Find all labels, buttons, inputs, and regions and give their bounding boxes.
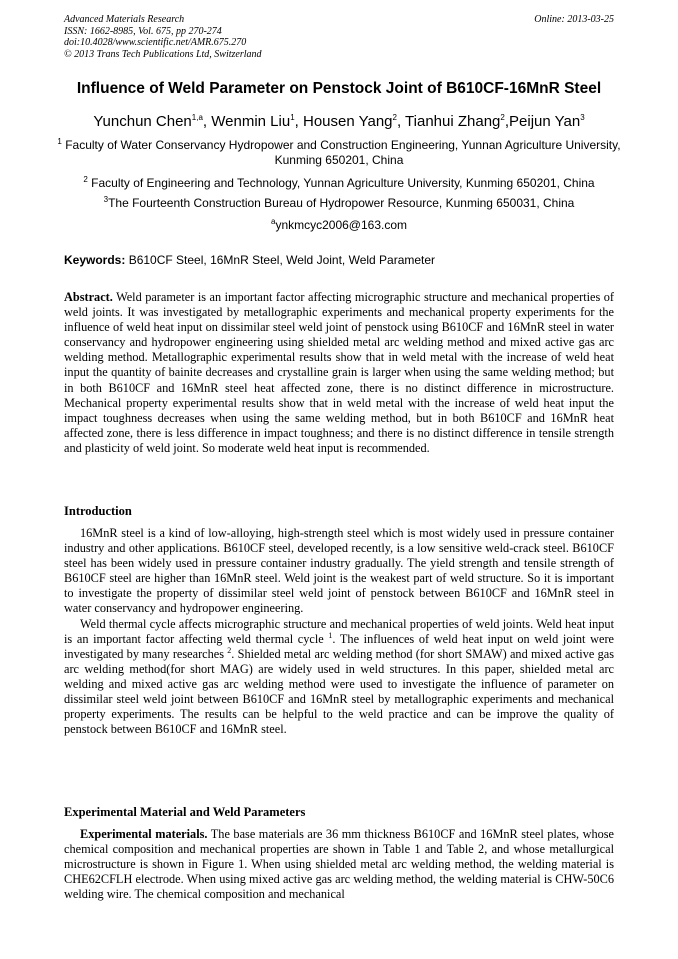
introduction-paragraph-1: 16MnR steel is a kind of low-alloying, high-strength steel which is most widely used in pressure container industry and other applications. B610CF steel, developed recently, is a low sensitive weld-crack steel. B610CF steel has been widely used in pressure container industry gradually. The yield strength and tensile strength of B610CF steel are higher than 16MnR steel. Weld joint is the weakest part of weld structure. So it is important to investigate the property of dissimilar steel weld joint of penstock between B610CF and 16MnR steel in water conservancy and hydropower engineering. [64, 526, 614, 616]
citation-ref: 1 [328, 630, 333, 640]
keywords-label: Keywords: [64, 253, 126, 267]
keywords [64, 253, 614, 267]
author-sup: 2 [392, 113, 397, 122]
author-name: Housen Yang [302, 113, 393, 130]
author-list: Yunchun Chen$^{1,a}$, Wenmin Liu$^1$, Housen Yang$^2$, Tianhui Zhang$^2$,Peijun Yan$^3$ [93, 113, 585, 130]
author-sup: 3 [580, 113, 585, 122]
experimental-materials-text: The base materials are 36 mm thickness B610CF and 16MnR steel plates, whose chemical composition and mechanical properties are shown in Table 1 and Table 2, and whose metallurgical microstructure is shown in Figure 1. When using shielded metal arc welding method, the welding material is CHE62CFLH electrode. When using mixed active gas arc welding method, the welding material is CHW-50C6 welding wire. The chemical composition and mechanical [64, 827, 615, 902]
author-name: Wenmin Liu [211, 113, 291, 130]
journal-header [64, 14, 262, 60]
author-sup: 1 [290, 113, 295, 122]
doi-line: doi:10.4028/www.scientific.net/AMR.675.270 [64, 37, 247, 48]
abstract-text: Weld parameter is an important factor affecting micrographic structure and mechanical properties of weld joints. It was investigated by metallographic experiments and mechanical property experiments for the influence of weld heat input on dissimilar steel weld joint of penstock using B610CF and 16MnR steel in water conservancy and hydropower engineering using shielded metal arc welding method and mixed active gas arc welding method. Metallographic experimental results show that in weld metal with the increase of weld heat input the quantity of bainite decreases and crystalline grain is larger when using the same welding method; but in both B610CF and 16MnR steel heat affected zone, there is no distinct difference in microstructure. Mechanical property experimental results show that in weld metal with the increase of weld heat input the impact toughness decreases when using the same welding method, but in both B610CF and 16MnR heat affected zone, there is less difference in impact toughness; and there is no distinct difference in tensile strength and plasticity of weld joint. So moderate weld heat input is recommended. [64, 290, 614, 455]
online-date: Online: 2013-03-25 [534, 14, 614, 25]
issn-line: ISSN: 1662-8985, Vol. 675, pp 270-274 [64, 25, 222, 37]
affiliation-1: $^1$ Faculty of Water Conservancy Hydropower and Construction Engineering, Yunnan Agriculture University, Kunming 650201, China [57, 137, 621, 167]
affiliation-2: $^2$ Faculty of Engineering and Technology, Yunnan Agriculture University, Kunming 650201, China [83, 175, 595, 190]
abstract-label: Abstract. [64, 290, 113, 304]
introduction-body [64, 526, 614, 737]
section-heading-experimental: Experimental Material and Weld Parameters [64, 805, 306, 819]
paper-title: Influence of Weld Parameter on Penstock Joint of B610CF-16MnR Steel [76, 80, 602, 97]
author-name: Tianhui Zhang [405, 113, 501, 130]
section-heading-introduction: Introduction [64, 504, 132, 518]
journal-name: Advanced Materials Research [64, 14, 185, 25]
experimental-body [64, 827, 614, 902]
affiliation-3: $^3$The Fourteenth Construction Bureau of Hydropower Resource, Kunming 650031, China [103, 195, 575, 210]
copyright-line: © 2013 Trans Tech Publications Ltd, Switzerland [64, 48, 262, 60]
author-sup: 1,a [191, 113, 203, 122]
abstract [64, 290, 614, 456]
keywords-text: B610CF Steel, 16MnR Steel, Weld Joint, Weld Parameter [125, 253, 436, 267]
author-name: Yunchun Chen [93, 113, 192, 130]
experimental-materials-label: Experimental materials. [80, 827, 208, 841]
citation-ref: 2 [227, 645, 232, 655]
author-sup: 2 [500, 113, 505, 122]
introduction-paragraph-2: Weld thermal cycle affects micrographic structure and mechanical properties of weld joints. Weld heat input is an important factor affecting weld thermal cycle $^1$. The influences of weld heat input on weld joint were investigated by many researches $^2$. Shielded metal arc welding method (for short SMAW) and mixed active gas arc welding method(for short MAG) are widely used in weld structures. In this paper, shielded metal arc welding and mixed active gas arc welding method were used to investigate the influence of parameter on dissimilar steel weld joint between B610CF and 16MnR steel by metallographic experiments and mechanical property experiments. The results can be helpful to the weld practice and can be improve the quality of penstock between B610CF and 16MnR steel. [64, 616, 614, 737]
author-email: $^a$ynkmcyc2006@163.com [270, 217, 408, 232]
author-name: Peijun Yan [509, 113, 581, 130]
